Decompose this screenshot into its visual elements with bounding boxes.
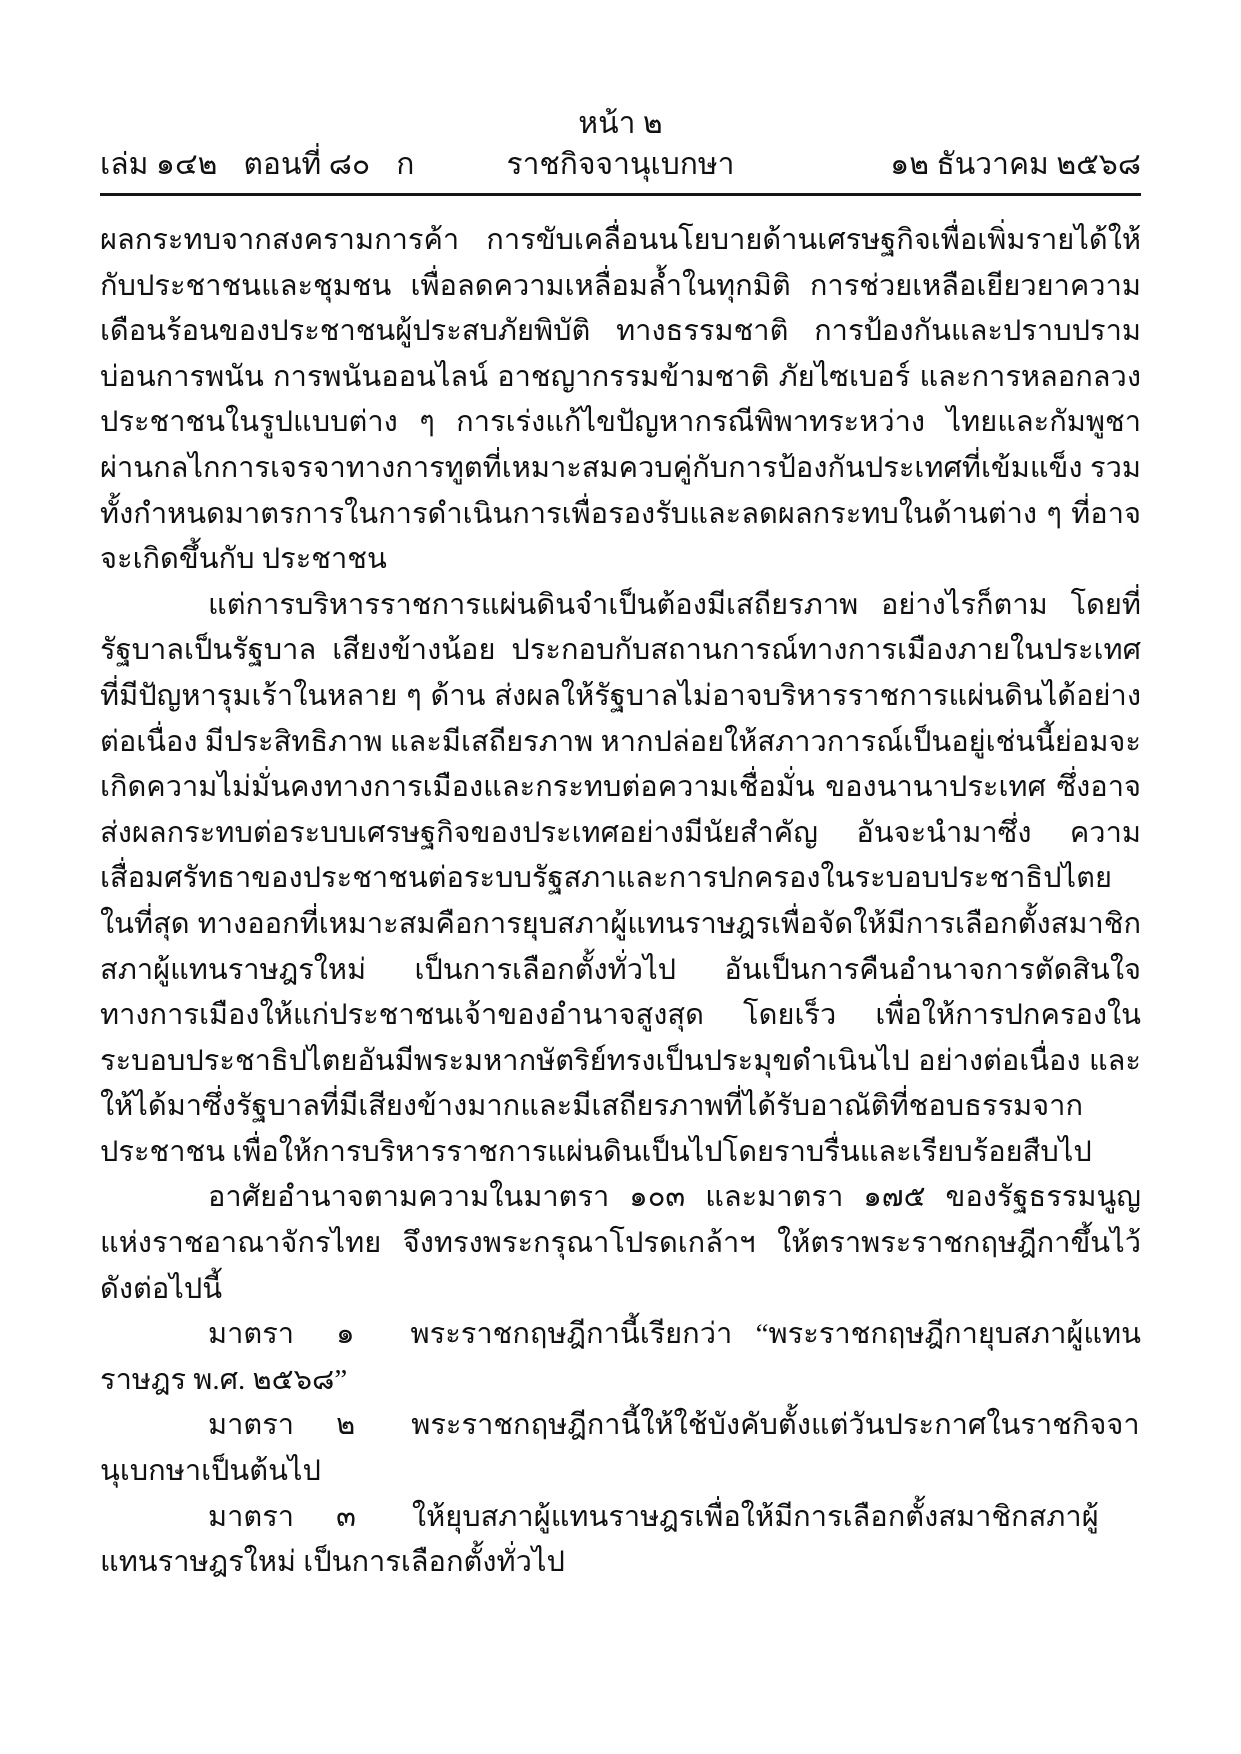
section-label: มาตรา <box>208 1409 295 1442</box>
section-number: ๒ <box>336 1409 356 1442</box>
page-number: หน้า ๒ <box>578 107 663 140</box>
volume-label: เล่ม ๑๔๒ <box>100 148 218 181</box>
body-paragraph: แต่การบริหารราชการแผ่นดินจำเป็นต้องมีเสถียรภาพ อย่างไรก็ตาม โดยที่รัฐบาลเป็นรัฐบาล เสียงข้างน้อย ประกอบกับสถานการณ์ทางการเมืองภายในประเทศที่มีปัญหารุมเร้าในหลาย ๆ ด้าน ส่งผลให้รัฐบาลไม่อาจบริหารราชการแผ่นดินได้อย่างต่อเนื่อง มีประสิทธิภาพ และมีเสถียรภาพ หากปล่อยให้สภาวการณ์เป็นอยู่เช่นนี้ย่อมจะเกิดความไม่มั่นคงทางการเมืองและกระทบต่อความเชื่อมั่น ของนานาประเทศ ซึ่งอาจส่งผลกระทบต่อระบบเศรษฐกิจของประเทศอย่างมีนัยสำคัญ อันจะนำมาซึ่ง ความเสื่อมศรัทธาของประชาชนต่อระบบรัฐสภาและการปกครองในระบอบประชาธิปไตยในที่สุด ทางออกที่เหมาะสมคือการยุบสภาผู้แทนราษฎรเพื่อจัดให้มีการเลือกตั้งสมาชิกสภาผู้แทนราษฎรใหม่ เป็นการเลือกตั้งทั่วไป อันเป็นการคืนอำนาจการตัดสินใจทางการเมืองให้แก่ประชาชนเจ้าของอำนาจสูงสุด โดยเร็ว เพื่อให้การปกครองในระบอบประชาธิปไตยอันมีพระมหากษัตริย์ทรงเป็นประมุขดำเนินไป อย่างต่อเนื่อง และให้ได้มาซึ่งรัฐบาลที่มีเสียงข้างมากและมีเสถียรภาพที่ได้รับอาณัติที่ชอบธรรมจากประชาชน เพื่อให้การบริหารราชการแผ่นดินเป็นไปโดยราบรื่นและเรียบร้อยสืบไป <box>100 588 1141 1168</box>
masthead-volume-info <box>100 144 414 186</box>
gazette-title: ราชกิจจานุเบกษา <box>506 148 735 181</box>
section-number: ๑ <box>336 1318 355 1351</box>
body-paragraph: ผลกระทบจากสงครามการค้า การขับเคลื่อนนโยบายด้านเศรษฐกิจเพื่อเพิ่มรายได้ให้กับประชาชนและชุมชน เพื่อลดความเหลื่อมล้ำในทุกมิติ การช่วยเหลือเยียวยาความเดือนร้อนของประชาชนผู้ประสบภัยพิบัติ ทางธรรมชาติ การป้องกันและปราบปรามบ่อนการพนัน การพนันออนไลน์ อาชญากรรมข้ามชาติ ภัยไซเบอร์ และการหลอกลวงประชาชนในรูปแบบต่าง ๆ การเร่งแก้ไขปัญหากรณีพิพาทระหว่าง ไทยและกัมพูชาผ่านกลไกการเจรจาทางการทูตที่เหมาะสมควบคู่กับการป้องกันประเทศที่เข้มแข็ง รวมทั้งกำหนดมาตรการในการดำเนินการเพื่อรองรับและลดผลกระทบในด้านต่าง ๆ ที่อาจจะเกิดขึ้นกับ ประชาชน <box>100 224 1141 576</box>
section-clause <box>100 1403 1141 1494</box>
section-label: มาตรา <box>208 1500 295 1533</box>
section-text: พระราชกฤษฎีกานี้เรียกว่า “พระราชกฤษฎีกายุบสภาผู้แทนราษฎร พ.ศ. ๒๕๖๘” <box>100 1318 1141 1396</box>
document-body <box>100 218 1141 1586</box>
book-label: ก <box>396 148 415 181</box>
issue-date: ๑๒ ธันวาคม ๒๕๖๘ <box>890 148 1141 181</box>
masthead <box>100 144 1141 186</box>
section-number: ๓ <box>336 1500 356 1533</box>
section-text: ให้ยุบสภาผู้แทนราษฎรเพื่อให้มีการเลือกตั้งสมาชิกสภาผู้แทนราษฎรใหม่ เป็นการเลือกตั้งทั่วไป <box>100 1500 1099 1579</box>
section-clause <box>100 1312 1141 1403</box>
section-text: พระราชกฤษฎีกานี้ให้ใช้บังคับตั้งแต่วันประกาศในราชกิจจานุเบกษาเป็นต้นไป <box>100 1409 1140 1488</box>
header-divider <box>100 193 1141 196</box>
body-paragraph: อาศัยอำนาจตามความในมาตรา ๑๐๓ และมาตรา ๑๗๕ ของรัฐธรรมนูญแห่งราชอาณาจักรไทย จึงทรงพระกรุณาโปรดเกล้าฯ ให้ตราพระราชกฤษฎีกาขึ้นไว้ ดังต่อไปนี้ <box>100 1181 1141 1305</box>
part-label: ตอนที่ ๘๐ <box>243 148 371 181</box>
section-clause <box>100 1495 1141 1586</box>
section-label: มาตรา <box>208 1318 295 1351</box>
